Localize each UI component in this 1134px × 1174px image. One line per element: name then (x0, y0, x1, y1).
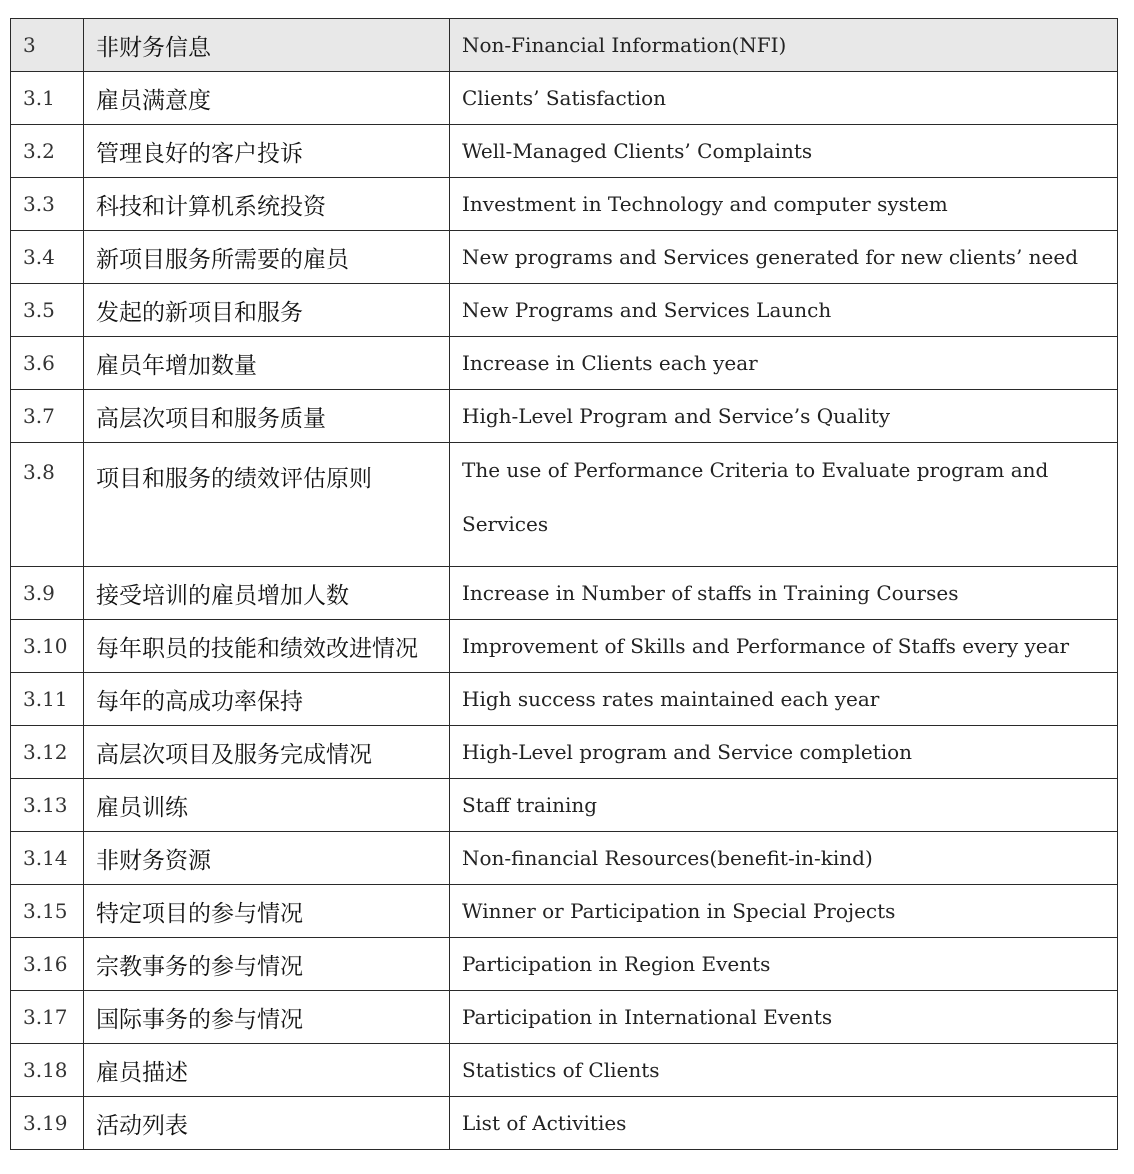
item-chinese-label: 科技和计算机系统投资 (84, 178, 450, 231)
table-row (11, 779, 1118, 832)
item-number: 3.12 (11, 726, 84, 779)
non-financial-info-table (10, 18, 1118, 1150)
item-english-label: New programs and Services generated for new clients’ need (450, 231, 1118, 284)
item-english-label: Improvement of Skills and Performance of Staffs every year (450, 620, 1118, 673)
item-number: 3.14 (11, 832, 84, 885)
table-row (11, 443, 1118, 567)
item-chinese-label: 非财务资源 (84, 832, 450, 885)
item-number: 3.7 (11, 390, 84, 443)
item-english-label: Non-financial Resources(benefit-in-kind) (450, 832, 1118, 885)
table-row (11, 72, 1118, 125)
item-number: 3.18 (11, 1044, 84, 1097)
item-english-label: Staff training (450, 779, 1118, 832)
item-english-label: List of Activities (450, 1097, 1118, 1150)
item-english-label: High success rates maintained each year (450, 673, 1118, 726)
table-row (11, 832, 1118, 885)
item-english-label: High-Level program and Service completion (450, 726, 1118, 779)
item-number: 3.8 (11, 443, 84, 567)
item-chinese-label: 发起的新项目和服务 (84, 284, 450, 337)
table-row (11, 567, 1118, 620)
item-english-label: Winner or Participation in Special Projects (450, 885, 1118, 938)
item-number: 3.5 (11, 284, 84, 337)
item-number: 3.3 (11, 178, 84, 231)
table-header-row (11, 19, 1118, 72)
table-row (11, 885, 1118, 938)
item-number: 3.17 (11, 991, 84, 1044)
item-chinese-label: 接受培训的雇员增加人数 (84, 567, 450, 620)
item-english-label: Statistics of Clients (450, 1044, 1118, 1097)
item-chinese-label: 雇员年增加数量 (84, 337, 450, 390)
table-row (11, 178, 1118, 231)
item-english-label: Increase in Number of staffs in Training Courses (450, 567, 1118, 620)
item-english-label: Participation in International Events (450, 991, 1118, 1044)
table-row (11, 1044, 1118, 1097)
item-chinese-label: 每年职员的技能和绩效改进情况 (84, 620, 450, 673)
item-chinese-label: 国际事务的参与情况 (84, 991, 450, 1044)
item-chinese-label: 活动列表 (84, 1097, 450, 1150)
table-row (11, 284, 1118, 337)
item-chinese-label: 雇员满意度 (84, 72, 450, 125)
item-english-label: The use of Performance Criteria to Evaluate program and Services (450, 443, 1118, 567)
table-row (11, 991, 1118, 1044)
item-chinese-label: 管理良好的客户投诉 (84, 125, 450, 178)
section-title-english: Non-Financial Information(NFI) (450, 19, 1118, 72)
item-number: 3.2 (11, 125, 84, 178)
item-english-label: Clients’ Satisfaction (450, 72, 1118, 125)
item-chinese-label: 雇员训练 (84, 779, 450, 832)
item-chinese-label: 项目和服务的绩效评估原则 (84, 443, 450, 567)
item-chinese-label: 新项目服务所需要的雇员 (84, 231, 450, 284)
section-number: 3 (11, 19, 84, 72)
table-row (11, 673, 1118, 726)
item-english-label: New Programs and Services Launch (450, 284, 1118, 337)
item-number: 3.19 (11, 1097, 84, 1150)
item-chinese-label: 高层次项目及服务完成情况 (84, 726, 450, 779)
table-row (11, 125, 1118, 178)
item-number: 3.13 (11, 779, 84, 832)
item-number: 3.1 (11, 72, 84, 125)
item-chinese-label: 特定项目的参与情况 (84, 885, 450, 938)
table-row (11, 390, 1118, 443)
item-chinese-label: 高层次项目和服务质量 (84, 390, 450, 443)
table-row (11, 726, 1118, 779)
item-english-label: Increase in Clients each year (450, 337, 1118, 390)
item-number: 3.4 (11, 231, 84, 284)
item-number: 3.11 (11, 673, 84, 726)
item-english-label: Investment in Technology and computer system (450, 178, 1118, 231)
item-number: 3.10 (11, 620, 84, 673)
table-row (11, 620, 1118, 673)
item-number: 3.16 (11, 938, 84, 991)
item-chinese-label: 雇员描述 (84, 1044, 450, 1097)
section-title-chinese: 非财务信息 (84, 19, 450, 72)
item-english-label: High-Level Program and Service’s Quality (450, 390, 1118, 443)
table-row (11, 231, 1118, 284)
item-number: 3.9 (11, 567, 84, 620)
item-english-label: Participation in Region Events (450, 938, 1118, 991)
table-row (11, 337, 1118, 390)
table-row (11, 1097, 1118, 1150)
item-number: 3.6 (11, 337, 84, 390)
item-chinese-label: 宗教事务的参与情况 (84, 938, 450, 991)
item-number: 3.15 (11, 885, 84, 938)
item-english-label: Well-Managed Clients’ Complaints (450, 125, 1118, 178)
table-row (11, 938, 1118, 991)
item-chinese-label: 每年的高成功率保持 (84, 673, 450, 726)
